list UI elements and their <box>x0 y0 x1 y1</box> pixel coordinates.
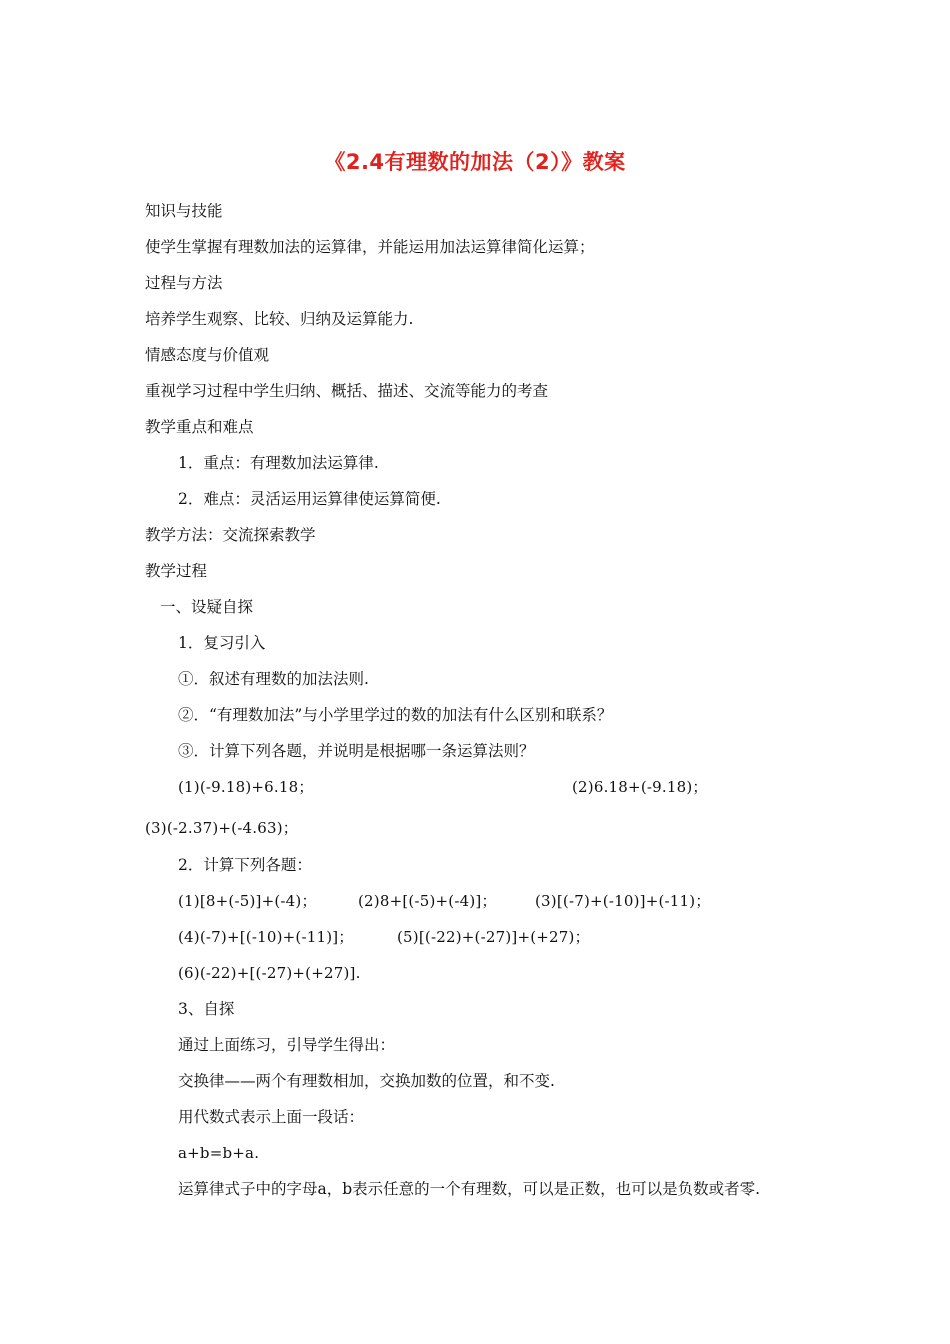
text-algebraic-expression: 用代数式表示上面一段话： <box>178 1108 365 1126</box>
text-teaching-method: 教学方法：交流探索教学 <box>145 526 316 544</box>
list-item-review-1: ①．叙述有理数的加法法则. <box>178 670 369 688</box>
exercise-1-3: (3)(-2.37)+(-4.63)； <box>145 819 298 837</box>
text-difficult-point: 2．难点：灵活运用运算律使运算简便. <box>178 490 441 508</box>
heading-process-method: 过程与方法 <box>145 274 223 292</box>
text-process-goal: 培养学生观察、比较、归纳及运算能力. <box>145 310 414 328</box>
heading-section-one: 一、设疑自探 <box>160 598 254 616</box>
exercise-2-4: (4)(-7)+[(-10)+(-11)]； <box>178 928 354 946</box>
heading-calculate: 2．计算下列各题： <box>178 856 312 874</box>
exercise-2-6: (6)(-22)+[(-27)+(+27)]. <box>178 964 361 982</box>
heading-review: 1．复习引入 <box>178 634 266 652</box>
exercise-2-5: (5)[(-22)+(-27)]+(+27)； <box>397 928 590 946</box>
formula-commutative: a+b=b+a. <box>178 1144 260 1162</box>
text-key-point: 1．重点：有理数加法运算律. <box>178 454 379 472</box>
text-attitude-goal: 重视学习过程中学生归纳、概括、描述、交流等能力的考查 <box>145 382 549 400</box>
list-item-review-2: ②．“有理数加法”与小学里学过的数的加法有什么区别和联系？ <box>178 706 613 724</box>
heading-self-explore: 3、自探 <box>178 1000 235 1018</box>
exercise-2-3: (3)[(-7)+(-10)]+(-11)； <box>535 892 711 910</box>
list-item-review-3: ③．计算下列各题，并说明是根据哪一条运算法则？ <box>178 742 535 760</box>
heading-teaching-process: 教学过程 <box>145 562 208 580</box>
text-guide-students: 通过上面练习，引导学生得出： <box>178 1036 396 1054</box>
text-knowledge-goal: 使学生掌握有理数加法的运算律，并能运用加法运算律简化运算； <box>145 238 595 256</box>
text-letters-meaning: 运算律式子中的字母a，b表示任意的一个有理数，可以是正数，也可以是负数或者零. <box>178 1180 761 1198</box>
heading-attitude-values: 情感态度与价值观 <box>145 346 270 364</box>
exercise-2-1: (1)[8+(-5)]+(-4)； <box>178 892 317 910</box>
exercise-1-1: (1)(-9.18)+6.18； <box>178 778 314 796</box>
heading-knowledge-skills: 知识与技能 <box>145 202 223 220</box>
text-commutative-law: 交换律——两个有理数相加，交换加数的位置，和不变. <box>178 1072 555 1090</box>
exercise-2-2: (2)8+[(-5)+(-4)]； <box>358 892 497 910</box>
heading-key-difficult-points: 教学重点和难点 <box>145 418 254 436</box>
document-title: 《2.4有理数的加法（2）》教案 <box>324 150 626 174</box>
exercise-1-2: (2)6.18+(-9.18)； <box>572 778 708 796</box>
